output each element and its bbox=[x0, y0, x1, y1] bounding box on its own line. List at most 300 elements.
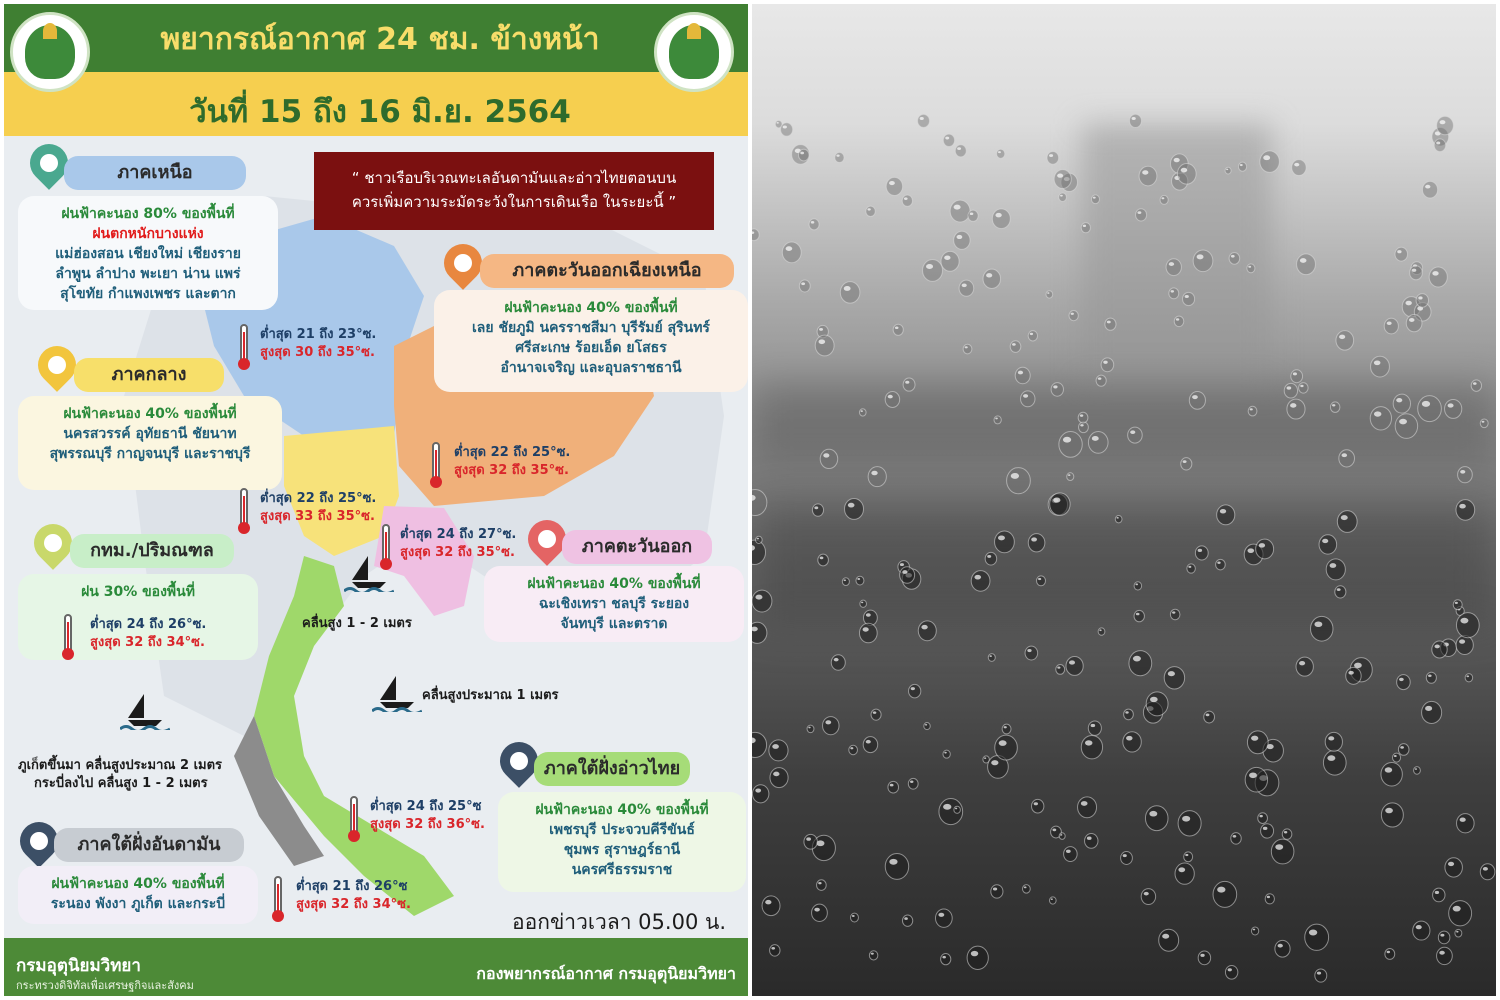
raindrop bbox=[863, 737, 877, 753]
raindrop bbox=[923, 259, 943, 281]
raindrop bbox=[1195, 546, 1208, 560]
rain-on-window-photo bbox=[752, 4, 1496, 996]
raindrop bbox=[1471, 380, 1481, 391]
raindrop bbox=[752, 590, 772, 612]
raindrop bbox=[967, 946, 988, 969]
central-region-label: ภาคกลาง bbox=[74, 358, 224, 392]
raindrop bbox=[954, 806, 961, 813]
raindrop bbox=[1305, 924, 1329, 950]
east-info-box bbox=[484, 566, 744, 642]
raindrop bbox=[1325, 732, 1342, 751]
raindrop bbox=[1225, 167, 1231, 174]
footer-ministry-name: กระทรวงดิจิทัลเพื่อเศรษฐกิจและสังคม bbox=[16, 979, 194, 992]
raindrop bbox=[1335, 586, 1346, 598]
north-heavy-rain-text: ฝนตกหนักบางแห่ง bbox=[92, 226, 204, 242]
raindrop bbox=[885, 854, 908, 880]
raindrop bbox=[1258, 813, 1268, 824]
raindrop bbox=[1432, 641, 1447, 658]
raindrop bbox=[994, 416, 1001, 424]
raindrop bbox=[752, 732, 767, 757]
raindrop bbox=[1256, 539, 1274, 559]
raindrop bbox=[1047, 151, 1059, 164]
raindrop bbox=[1059, 193, 1067, 202]
issue-time: ออกข่าวเวลา 05.00 น. bbox=[512, 910, 727, 934]
raindrop bbox=[1081, 223, 1090, 233]
forecast-date: วันที่ 15 ถึง 16 มิ.ย. 2564 bbox=[189, 94, 571, 130]
raindrop bbox=[955, 145, 966, 157]
raindrop bbox=[1406, 315, 1422, 332]
raindrop bbox=[1445, 399, 1462, 418]
raindrop bbox=[886, 177, 902, 195]
raindrop bbox=[1449, 901, 1472, 926]
raindrop bbox=[1022, 885, 1030, 894]
south-gulf-min-temp: ต่ำสุด 24 ถึง 25°ซ bbox=[370, 799, 482, 814]
raindrop bbox=[1059, 432, 1082, 458]
raindrop bbox=[1315, 969, 1327, 982]
east-min-temp: ต่ำสุด 24 ถึง 27°ซ. bbox=[400, 527, 517, 542]
south-gulf-areas-line-3: นครศรีธรรมราช bbox=[571, 862, 673, 878]
raindrop bbox=[1164, 667, 1184, 689]
raindrop bbox=[1216, 559, 1226, 570]
raindrop bbox=[1134, 610, 1144, 621]
raindrop bbox=[1287, 399, 1305, 419]
central-areas-line-1: นครสวรรค์ อุทัยธานี ชัยนาท bbox=[63, 426, 237, 442]
raindrop bbox=[968, 210, 978, 221]
raindrop bbox=[1248, 406, 1257, 416]
raindrop bbox=[983, 269, 1001, 288]
raindrop bbox=[885, 392, 899, 408]
raindrop bbox=[1453, 600, 1462, 610]
north-thermometer-icon bbox=[240, 324, 248, 364]
raindrop bbox=[1213, 881, 1237, 907]
raindrop bbox=[1422, 181, 1437, 198]
raindrop bbox=[1438, 931, 1450, 944]
raindrop bbox=[902, 195, 912, 206]
raindrop bbox=[842, 578, 849, 586]
raindrop bbox=[869, 951, 877, 960]
raindrop bbox=[1395, 247, 1408, 261]
raindrop bbox=[1337, 511, 1357, 533]
east-areas-line-1: ฉะเชิงเทรา ชลบุรี ระยอง bbox=[538, 596, 690, 612]
bangkok-max-temp: สูงสุด 32 ถึง 34°ซ. bbox=[90, 635, 205, 650]
raindrop bbox=[818, 554, 829, 566]
raindrop bbox=[1323, 750, 1346, 775]
raindrop bbox=[1204, 711, 1215, 723]
raindrop bbox=[1169, 288, 1179, 299]
east-max-temp: สูงสุด 32 ถึง 35°ซ. bbox=[400, 545, 515, 560]
south-andaman-min-temp: ต่ำสุด 21 ถึง 26°ซ bbox=[296, 879, 408, 894]
raindrop bbox=[1141, 889, 1155, 905]
raindrop bbox=[1051, 383, 1063, 397]
raindrop bbox=[762, 896, 780, 916]
raindrop bbox=[769, 740, 788, 761]
footer-org-name: กรมอุตุนิยมวิทยา bbox=[16, 956, 141, 976]
raindrop bbox=[1418, 396, 1442, 422]
raindrop bbox=[770, 768, 788, 788]
raindrop bbox=[1429, 267, 1447, 287]
raindrop bbox=[1007, 468, 1031, 494]
south-gulf-region-label: ภาคใต้ฝั่งอ่าวไทย bbox=[534, 752, 690, 786]
raindrop bbox=[1261, 824, 1274, 838]
east-areas-line-2: จันทบุรี และตราด bbox=[560, 616, 668, 632]
raindrop bbox=[1002, 724, 1011, 734]
central-min-temp: ต่ำสุด 22 ถึง 25°ซ. bbox=[260, 491, 377, 506]
north-areas-line-2: ลำพูน ลำปาง พะเยา น่าน แพร่ bbox=[55, 266, 241, 282]
raindrop bbox=[943, 134, 954, 146]
raindrop bbox=[860, 600, 867, 607]
raindrop bbox=[868, 467, 886, 487]
raindrop bbox=[995, 531, 1015, 553]
raindrop bbox=[1129, 651, 1152, 676]
raindrop bbox=[971, 571, 990, 592]
south-andaman-max-temp: สูงสุด 32 ถึง 34°ซ. bbox=[296, 897, 411, 912]
raindrop bbox=[941, 954, 951, 965]
raindrop bbox=[1422, 701, 1442, 723]
raindrop bbox=[1311, 616, 1333, 641]
lower-gulf-boat-icon bbox=[372, 672, 422, 712]
raindrop bbox=[1105, 318, 1116, 330]
north-min-temp: ต่ำสุด 21 ถึง 23°ซ. bbox=[260, 327, 377, 342]
raindrop bbox=[1456, 636, 1473, 655]
central-max-temp: สูงสุด 33 ถึง 35°ซ. bbox=[260, 509, 375, 524]
east-temperature bbox=[400, 526, 516, 562]
raindrop bbox=[798, 149, 809, 161]
raindrop bbox=[1177, 164, 1196, 185]
raindrop bbox=[1166, 259, 1181, 276]
raindrop bbox=[959, 280, 974, 296]
raindrop bbox=[900, 567, 915, 583]
south-andaman-rain-text: ฝนฟ้าคะนอง 40% ของพื้นที่ bbox=[51, 876, 225, 892]
raindrop bbox=[1385, 949, 1395, 960]
north-max-temp: สูงสุด 30 ถึง 35°ซ. bbox=[260, 345, 375, 360]
raindrop bbox=[1434, 139, 1446, 152]
south-andaman-temperature bbox=[296, 878, 411, 914]
bangkok-region-label: กทม./ปริมณฑล bbox=[70, 534, 234, 568]
northeast-rain-text: ฝนฟ้าคะนอง 40% ของพื้นที่ bbox=[504, 300, 678, 316]
raindrop bbox=[1028, 331, 1037, 341]
raindrop bbox=[1193, 250, 1213, 272]
east-region-label: ภาคตะวันออก bbox=[562, 530, 712, 564]
raindrop bbox=[1381, 803, 1403, 827]
raindrop bbox=[1124, 709, 1134, 720]
raindrop bbox=[820, 449, 838, 468]
raindrop bbox=[1189, 391, 1205, 409]
raindrop bbox=[1225, 965, 1237, 979]
raindrop bbox=[1036, 576, 1045, 586]
upper-gulf-boat-icon bbox=[344, 552, 394, 592]
bangkok-min-temp: ต่ำสุด 24 ถึง 26°ซ. bbox=[90, 617, 207, 632]
raindrop bbox=[1187, 564, 1195, 573]
raindrop bbox=[1393, 394, 1410, 413]
raindrop bbox=[1101, 358, 1114, 372]
raindrop bbox=[1381, 762, 1402, 786]
marine-warning bbox=[314, 152, 714, 230]
raindrop bbox=[812, 504, 823, 516]
raindrop bbox=[781, 123, 793, 136]
raindrop bbox=[1296, 657, 1313, 676]
northeast-areas-line-1: เลย ชัยภูมิ นครราชสีมา บุรีรัมย์ สุรินทร์ bbox=[472, 320, 710, 336]
raindrop bbox=[1088, 432, 1108, 454]
raindrop bbox=[988, 654, 995, 662]
raindrop bbox=[1028, 534, 1045, 552]
raindrop bbox=[1433, 888, 1445, 902]
raindrop bbox=[1437, 947, 1453, 964]
raindrop bbox=[1395, 414, 1417, 439]
raindrop bbox=[1397, 675, 1411, 690]
north-info-box bbox=[18, 196, 278, 310]
raindrop bbox=[856, 576, 864, 585]
raindrop bbox=[1096, 375, 1106, 386]
raindrop bbox=[752, 785, 768, 803]
raindrop bbox=[752, 229, 759, 241]
raindrop bbox=[1046, 291, 1053, 298]
raindrop bbox=[1184, 852, 1193, 862]
raindrop bbox=[1229, 253, 1240, 265]
forecast-title: พยากรณ์อากาศ 24 ชม. ข้างหน้า bbox=[160, 22, 600, 57]
raindrop bbox=[1275, 940, 1290, 957]
raindrop bbox=[1091, 195, 1099, 204]
northeast-thermometer-icon bbox=[432, 442, 440, 482]
raindrop bbox=[893, 324, 903, 335]
northeast-info-box bbox=[434, 290, 748, 392]
raindrop bbox=[1265, 894, 1274, 904]
raindrop bbox=[815, 335, 834, 356]
raindrop bbox=[849, 745, 858, 755]
raindrop bbox=[823, 717, 839, 735]
raindrop bbox=[1217, 505, 1235, 525]
lower-gulf-wave-text: คลื่นสูงประมาณ 1 เมตร bbox=[422, 688, 559, 703]
raindrop bbox=[1480, 419, 1488, 428]
south-gulf-rain-text: ฝนฟ้าคะนอง 40% ของพื้นที่ bbox=[535, 802, 709, 818]
raindrop bbox=[1098, 628, 1105, 635]
raindrop bbox=[1398, 744, 1409, 756]
raindrop bbox=[770, 945, 780, 956]
raindrop bbox=[1067, 473, 1074, 481]
raindrop bbox=[918, 621, 936, 641]
raindrop bbox=[1291, 370, 1303, 383]
raindrop bbox=[1025, 646, 1038, 660]
raindrop bbox=[1445, 858, 1463, 877]
raindrop bbox=[1079, 422, 1089, 433]
raindrop bbox=[1175, 863, 1194, 884]
raindrop bbox=[1085, 834, 1098, 849]
south-andaman-info-box bbox=[18, 866, 258, 924]
raindrop bbox=[1059, 833, 1065, 840]
raindrop bbox=[954, 231, 970, 249]
northeast-max-temp: สูงสุด 32 ถึง 35°ซ. bbox=[454, 463, 569, 478]
raindrop bbox=[859, 623, 877, 642]
central-temperature bbox=[260, 490, 376, 526]
central-info-box bbox=[18, 396, 282, 490]
raindrop bbox=[1069, 310, 1078, 320]
raindrop bbox=[1371, 356, 1390, 377]
raindrop bbox=[1139, 166, 1157, 186]
raindrop bbox=[1121, 852, 1133, 865]
raindrop bbox=[1198, 951, 1210, 965]
warning-line-1: “ ชาวเรือบริเวณทะเลอันดามันและอ่าวไทยตอนบน bbox=[351, 169, 677, 187]
raindrop bbox=[1458, 467, 1473, 483]
raindrop bbox=[807, 725, 814, 733]
raindrop bbox=[1115, 515, 1122, 522]
raindrop bbox=[752, 489, 767, 515]
northeast-region-label: ภาคตะวันออกเฉียงเหนือ bbox=[480, 254, 734, 288]
andaman-wave-text-2: กระบี่ลงไป คลื่นสูง 1 - 2 เมตร bbox=[34, 776, 208, 791]
ministry-emblem-icon bbox=[10, 12, 90, 92]
east-rain-text: ฝนฟ้าคะนอง 40% ของพื้นที่ bbox=[527, 576, 701, 592]
raindrops-layer bbox=[752, 4, 1496, 996]
raindrop bbox=[1145, 806, 1168, 831]
raindrop bbox=[909, 684, 921, 697]
raindrop bbox=[1032, 799, 1044, 813]
raindrop bbox=[1231, 833, 1241, 844]
raindrop bbox=[845, 499, 864, 520]
central-rain-text: ฝนฟ้าคะนอง 40% ของพื้นที่ bbox=[63, 406, 237, 422]
raindrop bbox=[1260, 151, 1280, 173]
weather-infographic bbox=[4, 4, 748, 996]
raindrop bbox=[903, 378, 915, 391]
south-gulf-info-box bbox=[498, 792, 746, 892]
raindrop bbox=[924, 723, 930, 730]
upper-gulf-wave-text: คลื่นสูง 1 - 2 เมตร bbox=[302, 616, 412, 631]
raindrop bbox=[782, 242, 801, 263]
raindrop bbox=[985, 552, 996, 565]
raindrop bbox=[1134, 582, 1142, 590]
raindrop bbox=[1181, 458, 1192, 470]
raindrop bbox=[941, 251, 959, 271]
northeast-temperature bbox=[454, 444, 570, 480]
raindrop bbox=[1292, 160, 1306, 176]
south-gulf-areas-line-1: เพชรบุรี ประจวบคีรีขันธ์ bbox=[549, 822, 695, 838]
raindrop bbox=[1384, 318, 1398, 334]
raindrop bbox=[943, 750, 950, 758]
raindrop bbox=[902, 915, 912, 926]
raindrop bbox=[809, 219, 819, 230]
raindrop bbox=[1146, 692, 1168, 716]
south-andaman-region-label: ภาคใต้ฝั่งอันดามัน bbox=[54, 828, 244, 862]
raindrop bbox=[1410, 266, 1423, 280]
raindrop bbox=[850, 913, 858, 922]
south-gulf-max-temp: สูงสุด 32 ถึง 36°ซ. bbox=[370, 817, 485, 832]
raindrop bbox=[1282, 829, 1292, 840]
raindrop bbox=[1251, 927, 1258, 935]
raindrop bbox=[1456, 613, 1479, 638]
raindrop bbox=[1455, 929, 1462, 937]
raindrop bbox=[804, 834, 817, 849]
raindrop bbox=[831, 655, 845, 670]
raindrop bbox=[1297, 254, 1316, 275]
raindrop bbox=[995, 735, 1018, 760]
meteorological-department-emblem-icon bbox=[654, 12, 734, 92]
raindrop bbox=[1123, 732, 1141, 752]
south-gulf-areas-line-2: ชุมพร สุราษฎร์ธานี bbox=[563, 842, 681, 858]
raindrop bbox=[1346, 667, 1361, 684]
south-gulf-temperature bbox=[370, 798, 485, 834]
raindrop bbox=[1319, 535, 1337, 554]
raindrop bbox=[1416, 294, 1428, 308]
central-areas-line-2: สุพรรณบุรี กาญจนบุรี และราชบุรี bbox=[49, 446, 251, 462]
raindrop bbox=[1326, 559, 1345, 580]
raindrop bbox=[1480, 864, 1495, 880]
raindrop bbox=[1426, 672, 1436, 683]
raindrop bbox=[1021, 391, 1035, 407]
raindrop bbox=[1056, 665, 1065, 675]
warning-line-2: ควรเพิ่มความระมัดระวังในการเดินเรือ ในระยะนี้ ” bbox=[351, 193, 677, 211]
raindrop bbox=[1049, 897, 1056, 904]
raindrop bbox=[1245, 767, 1267, 792]
raindrop bbox=[1066, 656, 1083, 675]
raindrop bbox=[1064, 847, 1078, 862]
raindrop bbox=[835, 152, 844, 162]
northeast-areas-line-2: ศรีสะเกษ ร้อยเอ็ด ยโสธร bbox=[515, 340, 667, 356]
raindrop bbox=[1392, 753, 1400, 762]
raindrop bbox=[871, 709, 881, 720]
central-thermometer-icon bbox=[240, 488, 248, 528]
raindrop bbox=[997, 149, 1005, 158]
raindrop bbox=[1247, 731, 1268, 754]
raindrop bbox=[1284, 383, 1297, 398]
raindrop bbox=[888, 781, 899, 793]
raindrop bbox=[1050, 493, 1070, 515]
raindrop bbox=[1129, 114, 1141, 127]
north-region-label: ภาคเหนือ bbox=[64, 156, 246, 190]
raindrop bbox=[991, 885, 1003, 898]
andaman-boat-icon bbox=[120, 690, 170, 730]
south-andaman-areas-line-1: ระนอง พังงา ภูเก็ต และกระบี่ bbox=[50, 896, 226, 912]
raindrop bbox=[840, 282, 860, 304]
raindrop bbox=[950, 200, 970, 222]
raindrop bbox=[1081, 735, 1102, 758]
raindrop bbox=[1010, 341, 1021, 353]
raindrop bbox=[1437, 116, 1454, 134]
raindrop bbox=[1370, 407, 1391, 430]
raindrop bbox=[859, 409, 866, 416]
bangkok-temperature bbox=[90, 616, 206, 652]
raindrop bbox=[1128, 427, 1143, 443]
raindrop bbox=[918, 114, 930, 127]
raindrop bbox=[935, 909, 952, 927]
raindrop bbox=[1413, 921, 1430, 940]
raindrop bbox=[1183, 292, 1195, 305]
raindrop bbox=[1465, 674, 1472, 682]
raindrop bbox=[1078, 797, 1097, 818]
raindrop bbox=[963, 344, 972, 354]
raindrop bbox=[1336, 331, 1354, 350]
raindrop bbox=[1247, 264, 1255, 273]
raindrop bbox=[1456, 500, 1475, 521]
footer-division-name: กองพยากรณ์อากาศ กรมอุตุนิยมวิทยา bbox=[476, 964, 736, 983]
raindrop bbox=[908, 778, 918, 789]
raindrop bbox=[1015, 367, 1030, 383]
bangkok-rain-text: ฝน 30% ของพื้นที่ bbox=[81, 584, 195, 600]
raindrop bbox=[1078, 412, 1088, 423]
raindrop bbox=[1088, 721, 1101, 735]
raindrop bbox=[817, 880, 827, 891]
raindrop bbox=[1159, 929, 1179, 951]
north-areas-line-1: แม่ฮ่องสอน เชียงใหม่ เชียงราย bbox=[55, 246, 241, 262]
northeast-min-temp: ต่ำสุด 22 ถึง 25°ซ. bbox=[454, 445, 571, 460]
raindrop bbox=[752, 622, 767, 643]
raindrop bbox=[1330, 402, 1340, 412]
north-temperature bbox=[260, 326, 376, 362]
raindrop bbox=[1178, 811, 1201, 836]
north-areas-line-3: สุโขทัย กำแพงเพชร และตาก bbox=[60, 286, 236, 302]
northeast-areas-line-3: อำนาจเจริญ และอุบลราชธานี bbox=[500, 360, 682, 376]
bangkok-thermometer-icon bbox=[64, 614, 72, 654]
north-rain-text: ฝนฟ้าคะนอง 80% ของพื้นที่ bbox=[61, 206, 235, 222]
raindrop bbox=[1054, 170, 1071, 189]
south-gulf-thermometer-icon bbox=[350, 796, 358, 836]
raindrop bbox=[799, 280, 810, 292]
